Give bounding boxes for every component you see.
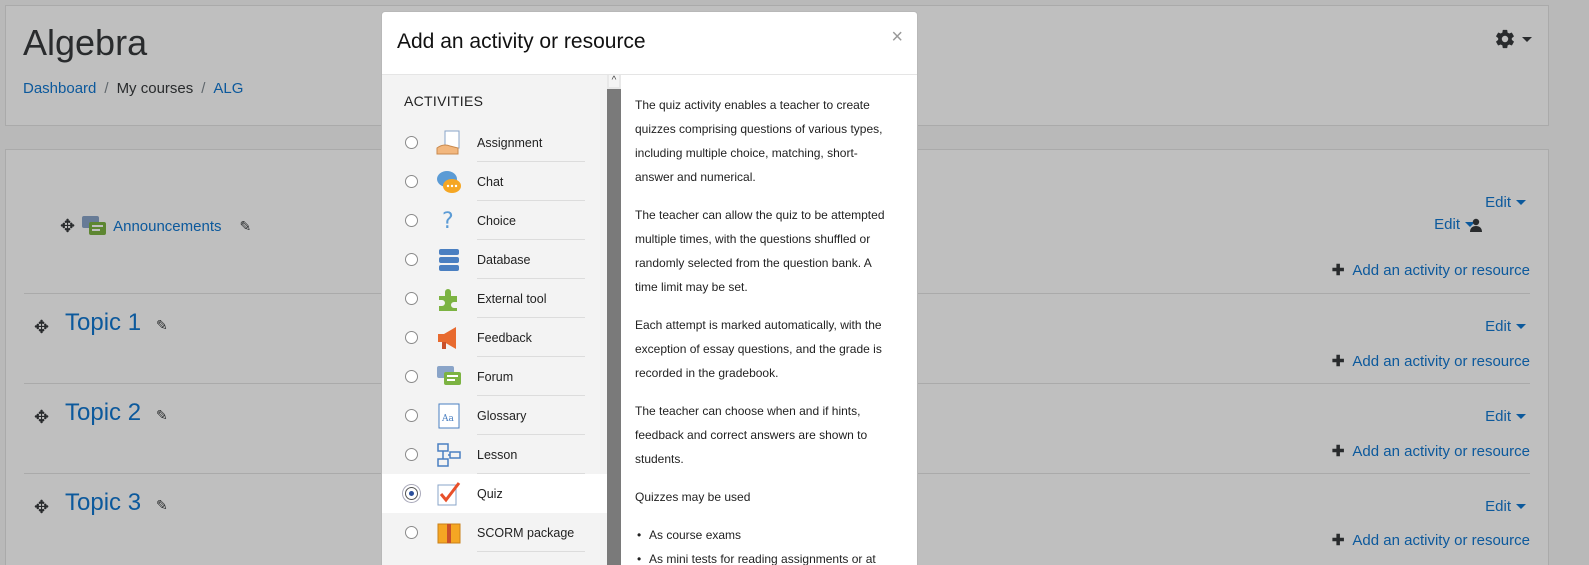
assignment-icon	[436, 130, 462, 156]
options-scrollbar[interactable]	[607, 75, 621, 565]
activity-radio[interactable]	[405, 331, 418, 344]
activity-radio[interactable]	[405, 487, 418, 500]
help-paragraph: The teacher can allow the quiz to be attempted multiple times, with the questions shuffled or randomly selected from the question bank. A time limit may be set.	[635, 208, 885, 294]
activity-option-glossary[interactable]	[382, 396, 607, 435]
activity-label: Database	[477, 252, 531, 267]
edit-label: Edit	[1485, 498, 1511, 515]
external-tool-icon	[436, 286, 462, 312]
activity-label: Choice	[477, 213, 516, 228]
divider	[477, 551, 585, 552]
activity-option-external-tool[interactable]	[382, 279, 607, 318]
pencil-icon[interactable]: ✎	[156, 317, 168, 333]
pencil-icon[interactable]: ✎	[156, 497, 168, 513]
close-icon[interactable]: ×	[891, 26, 903, 48]
forum-icon	[436, 364, 462, 390]
add-activity-label: Add an activity or resource	[1352, 261, 1530, 279]
activity-label: Feedback	[477, 330, 532, 345]
activity-radio[interactable]	[405, 136, 418, 149]
activity-option-choice[interactable]	[382, 201, 607, 240]
activity-help-text	[635, 75, 907, 565]
scorm-icon	[436, 520, 462, 546]
svg-text:Aa: Aa	[442, 413, 454, 424]
activity-radio[interactable]	[405, 409, 418, 422]
activity-options-panel	[382, 75, 607, 565]
help-list-item: • As mini tests for reading assignments or at	[635, 547, 890, 565]
activity-label: Forum	[477, 369, 514, 384]
move-icon[interactable]: ✥	[34, 407, 50, 427]
activity-option-lesson[interactable]	[382, 435, 607, 474]
help-paragraph: The teacher can choose when and if hints, feedback and correct answers are shown to students.	[635, 404, 868, 466]
activity-radio[interactable]	[405, 253, 418, 266]
add-activity-label: Add an activity or resource	[1352, 531, 1530, 549]
activity-radio[interactable]	[405, 214, 418, 227]
breadcrumb-dashboard[interactable]: Dashboard	[23, 80, 97, 97]
breadcrumb-alg[interactable]: ALG	[213, 80, 244, 97]
chat-icon	[436, 169, 462, 195]
modal-header	[382, 12, 917, 75]
pencil-icon[interactable]: ✎	[239, 217, 252, 234]
activity-option-scorm-package[interactable]	[382, 513, 607, 552]
edit-label: Edit	[1485, 194, 1511, 211]
scroll-thumb[interactable]	[607, 89, 621, 565]
activity-list	[382, 123, 607, 552]
move-icon[interactable]: ✥	[34, 497, 50, 517]
modal-title: Add an activity or resource	[397, 30, 646, 53]
lesson-icon	[436, 442, 462, 468]
feedback-icon	[436, 325, 462, 351]
plus-icon: ✚	[1331, 443, 1345, 460]
edit-label: Edit	[1434, 216, 1460, 233]
plus-icon: ✚	[1331, 532, 1345, 549]
topic-title[interactable]: Topic 1	[65, 309, 142, 336]
help-list-item: • As course exams	[635, 523, 890, 547]
activity-option-feedback[interactable]	[382, 318, 607, 357]
plus-icon: ✚	[1331, 262, 1345, 279]
activity-label: Quiz	[477, 486, 503, 501]
activity-option-forum[interactable]	[382, 357, 607, 396]
help-paragraph: The quiz activity enables a teacher to create quizzes comprising questions of various types, including multiple choice, matching, short-answer and numerical.	[635, 98, 883, 184]
scroll-up-arrow[interactable]: ^	[609, 75, 619, 87]
move-icon[interactable]: ✥	[34, 317, 50, 337]
activity-label: Glossary	[477, 408, 527, 423]
activity-option-quiz[interactable]	[382, 474, 607, 513]
plus-icon: ✚	[1331, 353, 1345, 370]
database-icon	[436, 247, 462, 273]
add-activity-label: Add an activity or resource	[1352, 352, 1530, 370]
announcements-link[interactable]: Announcements	[113, 217, 222, 235]
activity-label: Lesson	[477, 447, 518, 462]
activities-heading: ACTIVITIES	[404, 93, 484, 109]
move-icon[interactable]: ✥	[60, 215, 76, 236]
activity-label: SCORM package	[477, 525, 575, 540]
breadcrumb-my-courses[interactable]: My courses	[116, 80, 194, 97]
activity-option-database[interactable]	[382, 240, 607, 279]
add-activity-label: Add an activity or resource	[1352, 442, 1530, 460]
breadcrumb-separator: /	[201, 80, 206, 97]
activity-radio[interactable]	[405, 175, 418, 188]
activity-label: Chat	[477, 174, 504, 189]
help-list	[635, 523, 907, 565]
help-paragraph: Quizzes may be used	[635, 490, 751, 504]
topic-title[interactable]: Topic 2	[65, 399, 142, 426]
edit-label: Edit	[1485, 318, 1511, 335]
edit-label: Edit	[1485, 408, 1511, 425]
activity-radio[interactable]	[405, 292, 418, 305]
activity-radio[interactable]	[405, 448, 418, 461]
activity-option-chat[interactable]	[382, 162, 607, 201]
pencil-icon[interactable]: ✎	[156, 407, 168, 423]
topic-title[interactable]: Topic 3	[65, 489, 142, 516]
course-title: Algebra	[23, 22, 148, 63]
activity-chooser-dialog	[381, 11, 918, 565]
quiz-icon	[436, 481, 462, 507]
activity-radio[interactable]	[405, 526, 418, 539]
glossary-icon	[436, 403, 462, 429]
activity-label: External tool	[477, 291, 547, 306]
svg-text:?: ?	[442, 208, 454, 234]
activity-option-assignment[interactable]	[382, 123, 607, 162]
choice-icon	[436, 208, 462, 234]
breadcrumb-separator: /	[104, 80, 109, 97]
activity-radio[interactable]	[405, 370, 418, 383]
activity-label: Assignment	[477, 135, 543, 150]
help-paragraph: Each attempt is marked automatically, with the exception of essay questions, and the grade is recorded in the gradebook.	[635, 318, 882, 380]
